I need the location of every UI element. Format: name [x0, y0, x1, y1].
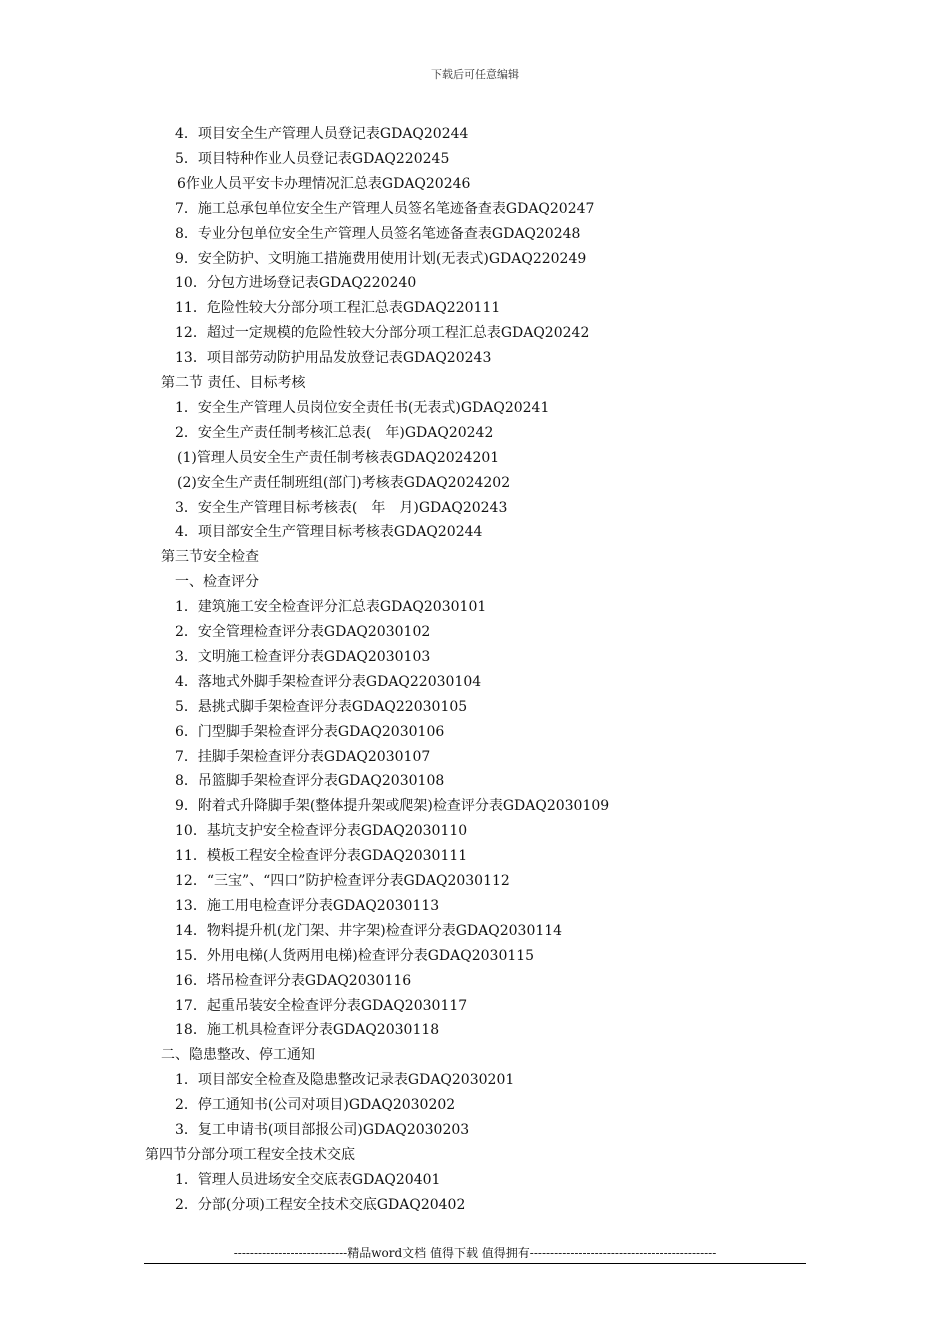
document-line: 2．停工通知书(公司对项目)GDAQ2030202: [175, 1097, 456, 1114]
document-line: 15．外用电梯(人货两用电梯)检查评分表GDAQ2030115: [175, 947, 535, 964]
document-line: (2)安全生产责任制班组(部门)考核表GDAQ2024202: [177, 474, 511, 491]
document-line: 二、隐患整改、停工通知: [161, 1047, 315, 1064]
document-line: 2．安全生产责任制考核汇总表( 年)GDAQ20242: [175, 424, 494, 441]
footer-rule: [144, 1263, 806, 1264]
document-line: 4．项目安全生产管理人员登记表GDAQ20244: [175, 126, 469, 142]
document-line: 8．吊篮脚手架检查评分表GDAQ2030108: [175, 773, 445, 790]
document-line: 13．项目部劳动防护用品发放登记表GDAQ20243: [175, 350, 492, 367]
document-line: 5．项目特种作业人员登记表GDAQ220245: [175, 150, 450, 167]
document-line: 1．建筑施工安全检查评分汇总表GDAQ2030101: [175, 599, 487, 616]
document-line: 5．悬挑式脚手架检查评分表GDAQ22030105: [175, 698, 468, 715]
document-line: 17．起重吊装安全检查评分表GDAQ2030117: [175, 997, 468, 1014]
document-line: 7．挂脚手架检查评分表GDAQ2030107: [175, 748, 431, 765]
document-line: 11．模板工程安全检查评分表GDAQ2030111: [175, 848, 468, 865]
document-line: 第二节 责任、目标考核: [161, 375, 306, 391]
document-line: 9．附着式升降脚手架(整体提升架或爬架)检查评分表GDAQ2030109: [175, 798, 610, 815]
document-line: (1)管理人员安全生产责任制考核表GDAQ2024201: [177, 449, 500, 466]
document-line: 12．超过一定规模的危险性较大分部分项工程汇总表GDAQ20242: [175, 325, 590, 342]
document-line: 18．施工机具检查评分表GDAQ2030118: [175, 1022, 440, 1039]
document-line: 1．项目部安全检查及隐患整改记录表GDAQ2030201: [175, 1072, 515, 1089]
document-line: 4．项目部安全生产管理目标考核表GDAQ20244: [175, 524, 483, 541]
document-line: 2．安全管理检查评分表GDAQ2030102: [175, 624, 431, 640]
document-line: 10．分包方进场登记表GDAQ220240: [175, 275, 417, 292]
document-line: 7．施工总承包单位安全生产管理人员签名笔迹备查表GDAQ20247: [175, 200, 595, 217]
document-line: 6作业人员平安卡办理情况汇总表GDAQ20246: [177, 175, 471, 192]
document-line: 3．复工申请书(项目部报公司)GDAQ2030203: [175, 1122, 470, 1138]
document-line: 11．危险性较大分部分项工程汇总表GDAQ220111: [175, 300, 501, 317]
document-line: 12．“三宝”、“四口”防护检查评分表GDAQ2030112: [175, 873, 510, 889]
document-line: 一、检查评分: [175, 574, 259, 591]
document-line: 1．管理人员进场安全交底表GDAQ20401: [175, 1171, 441, 1188]
document-line: 6．门型脚手架检查评分表GDAQ2030106: [175, 723, 445, 740]
document-line: 14．物料提升机(龙门架、井字架)检查评分表GDAQ2030114: [175, 922, 563, 939]
document-line: 16．塔吊检查评分表GDAQ2030116: [175, 972, 412, 989]
document-line: 3．安全生产管理目标考核表( 年 月)GDAQ20243: [175, 499, 508, 516]
document-line: 13．施工用电检查评分表GDAQ2030113: [175, 897, 440, 914]
page-header: 下载后可任意编辑: [431, 68, 519, 81]
document-line: 8．专业分包单位安全生产管理人员签名笔迹备查表GDAQ20248: [175, 225, 581, 242]
document-line: 第三节安全检查: [161, 549, 259, 566]
document-line: 10．基坑支护安全检查评分表GDAQ2030110: [175, 823, 468, 840]
document-line: 1．安全生产管理人员岗位安全责任书(无表式)GDAQ20241: [175, 399, 550, 416]
page-footer: ----------------------------精品word文档 值得下载 值得拥有----------------------------------------------: [233, 1246, 717, 1260]
document-line: 3．文明施工检查评分表GDAQ2030103: [175, 648, 431, 665]
document-line: 第四节分部分项工程安全技术交底: [145, 1146, 355, 1163]
document-line: 4．落地式外脚手架检查评分表GDAQ22030104: [175, 673, 482, 690]
document-line: 9．安全防护、文明施工措施费用使用计划(无表式)GDAQ220249: [175, 250, 587, 267]
document-line: 2．分部(分项)工程安全技术交底GDAQ20402: [175, 1196, 466, 1213]
